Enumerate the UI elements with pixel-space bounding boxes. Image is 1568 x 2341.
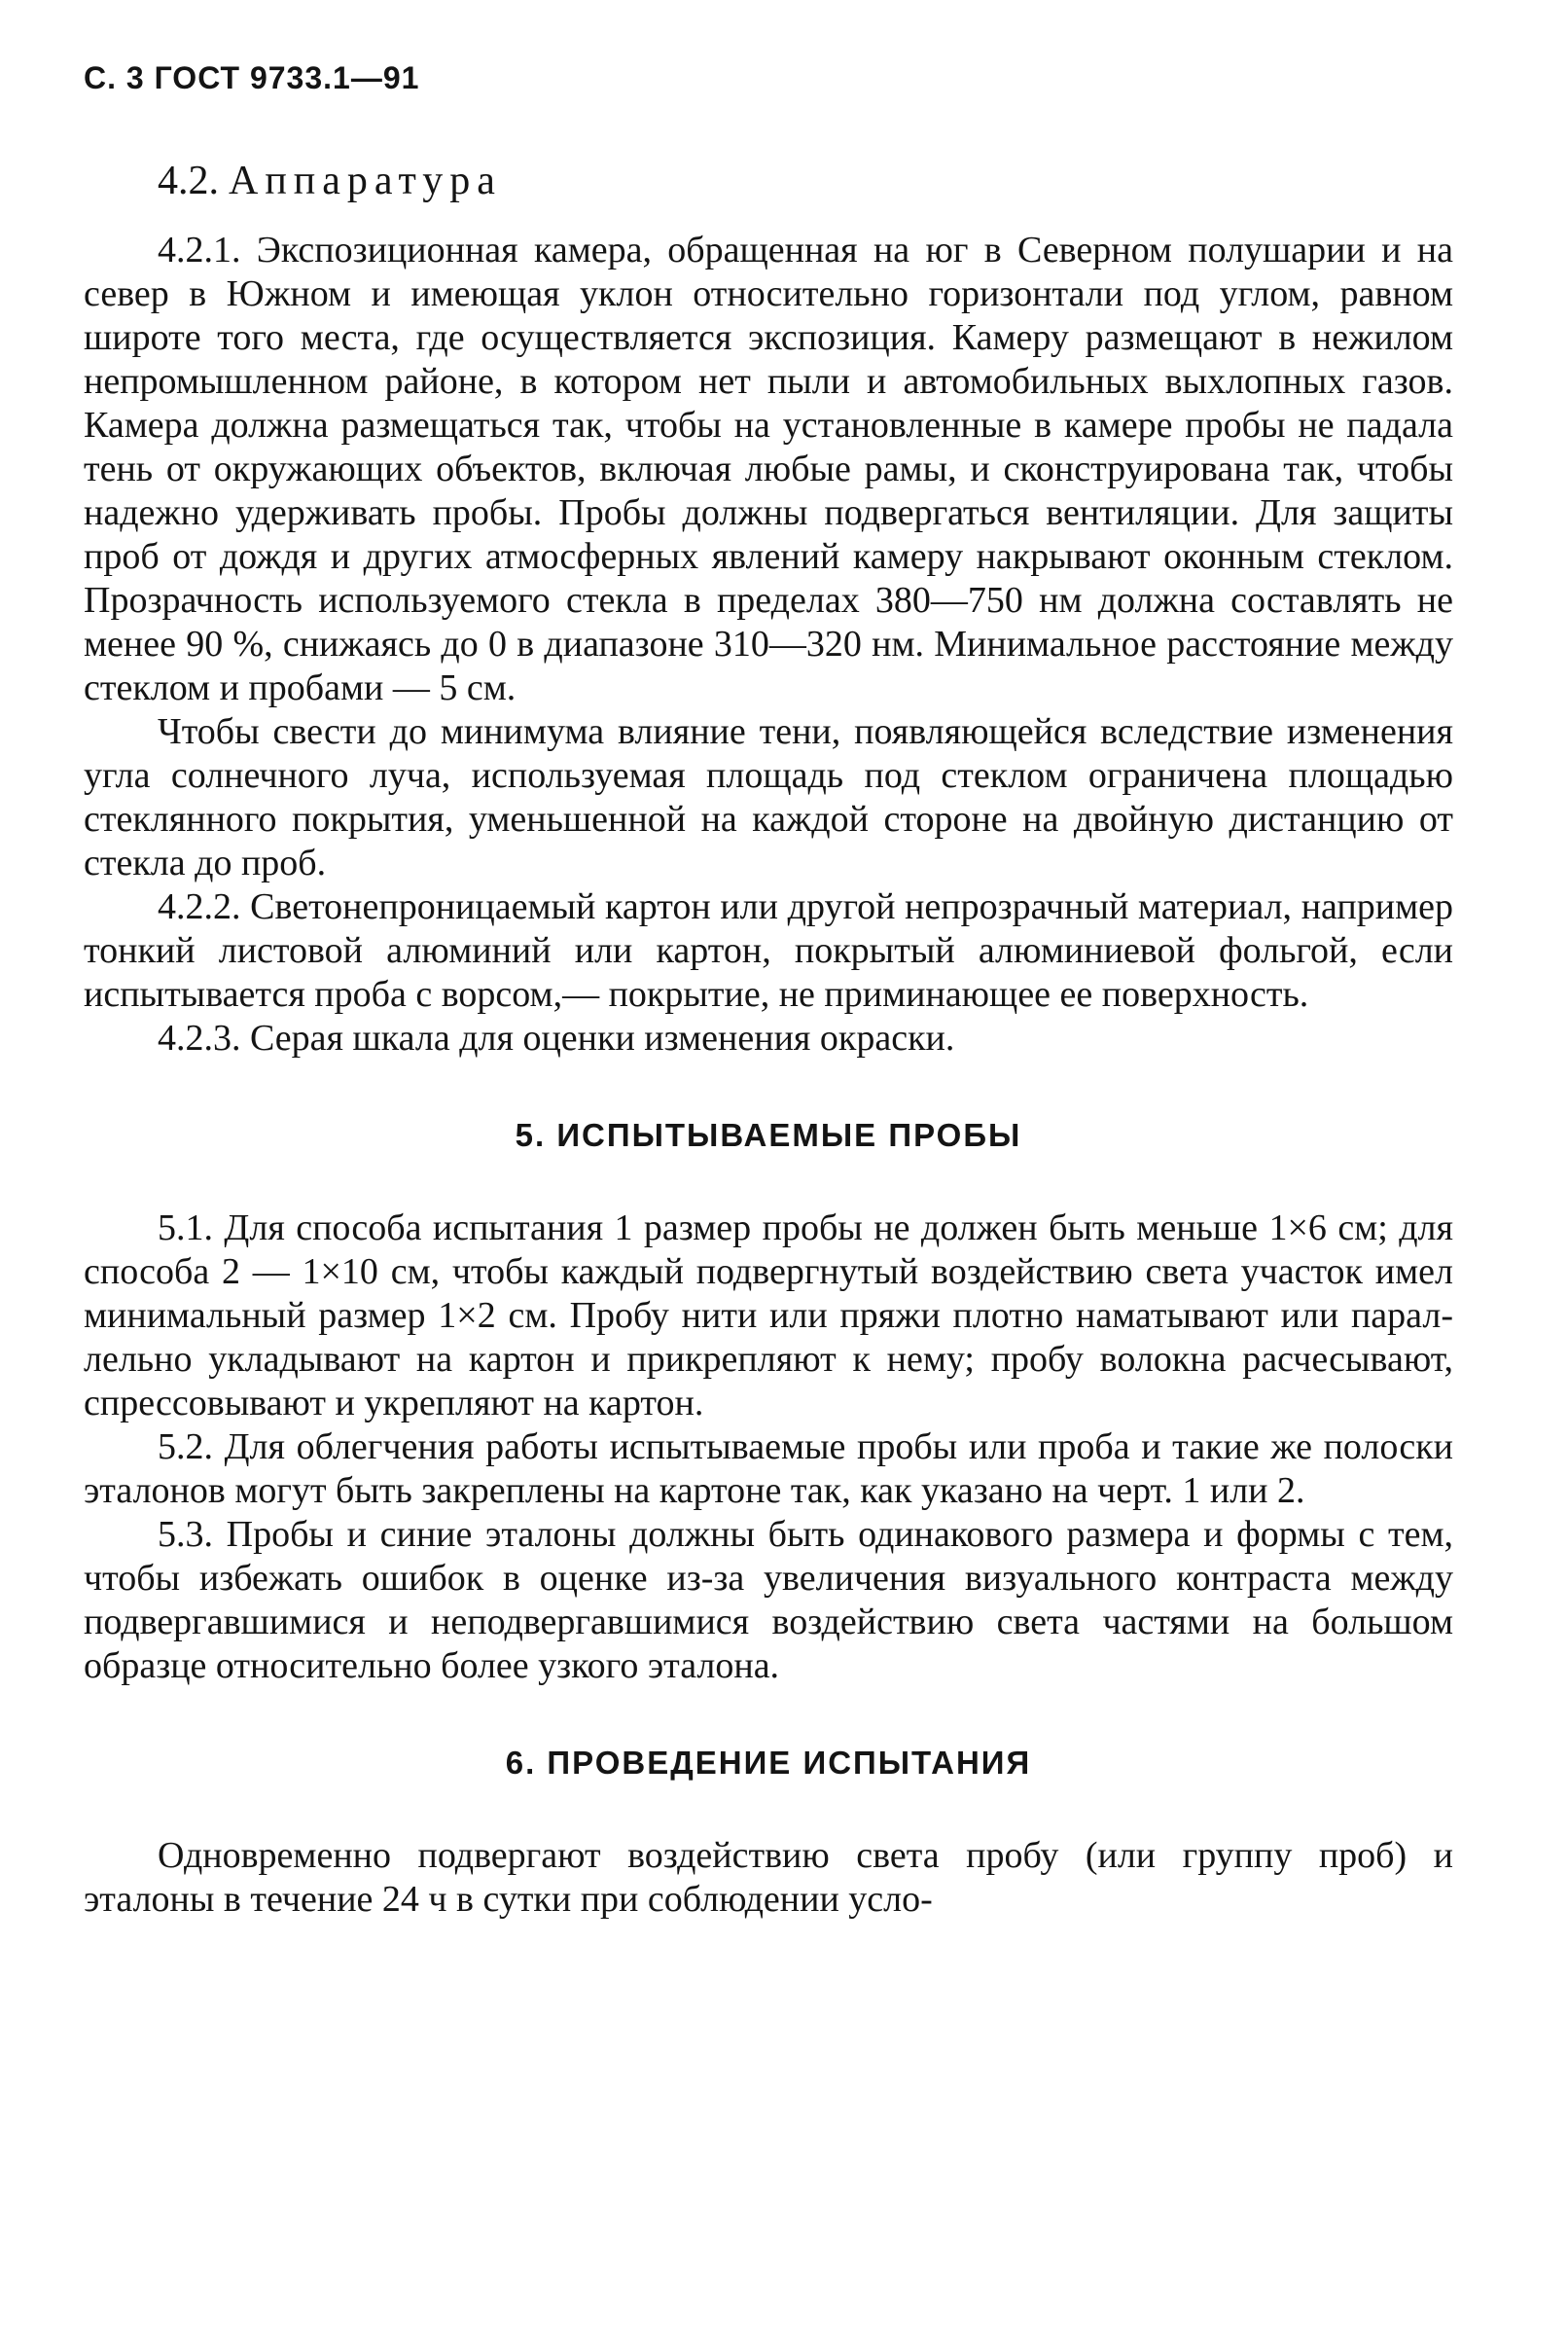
subsection-heading-4-2 [158,157,1453,205]
paragraph-4-2-1: 4.2.1. Экспозиционная камера, обращенная на юг в Северном полушарии и на север в Южном и имеющая уклон относительно горизонтали под углом, равном широте того места, где осуществляется экспозиция. Камеру размещают в нежилом непромышленном районе, в котором нет пыли и автомобильных выхлопных газов. Камера должна размещаться так, чтобы на установленные в камере пробы не падала тень от окружающих объектов, включая любые рамы, и сконструирована так, чтобы надежно удерживать пробы. Пробы должны подвергаться вентиляции. Для защиты проб от дождя и других атмосферных явлений камеру накрывают оконным стеклом. Прозрачность используемого стекла в пределах 380—750 нм должна составлять не менее 90 %, снижаясь до 0 в диапазоне 310—320 нм. Минимальное расстояние между стеклом и пробами — 5 см. [84,230,1453,709]
subsection-number: 4.2. [158,159,219,203]
running-head: С. 3 ГОСТ 9733.1—91 [84,60,420,95]
subsection-title: Аппаратура [229,159,502,203]
paragraph-4-2-2: 4.2.2. Светонепроницаемый картон или другой непрозрачный материал, например тонкий листовой алюминий или картон, покрытый алюминиевой фольгой, если испытывается проба с ворсом,— покрытие, не приминающее ее поверхность. [84,886,1453,1016]
paragraph-5-2: 5.2. Для облегчения работы испытываемые пробы или проба и такие же полоски эталонов могут быть закреплены на картоне так, как указано на черт. 1 или 2. [84,1426,1453,1512]
paragraph-5-3: 5.3. Пробы и синие эталоны должны быть одинакового размера и формы с тем, чтобы избежать ошибок в оценке из-за увеличения визуального контраста между подвергавшимися и неподвергавшимися воздействию света частями на большом образце относительно более узкого эталона. [84,1514,1453,1687]
paragraph-4-2-1-cont: Чтобы свести до минимума влияние тени, появляющейся вследствие изменения угла солнечного луча, используемая площадь под стеклом ограничена площадью стеклянного покрытия, уменьшенной на каждой стороне на двойную дистанцию от стекла до проб. [84,711,1453,884]
paragraph-6-intro: Одновременно подвергают воздействию света пробу (или группу проб) и эталоны в течение 24 ч в сутки при соблюдении усло- [84,1835,1453,1921]
paragraph-4-2-3: 4.2.3. Серая шкала для оценки изменения окраски. [158,1018,955,1060]
section-title-5: 5. ИСПЫТЫВАЕМЫЕ ПРОБЫ [515,1117,1022,1154]
section-title-6: 6. ПРОВЕДЕНИЕ ИСПЫТАНИЯ [505,1745,1032,1782]
paragraph-5-1: 5.1. Для способа испытания 1 размер пробы не должен быть меньше 1×6 см; для способа 2 — 1×10 см, чтобы каждый подвергнутый воздействию света участок имел минимальный размер 1×2 см. Пробу нити или пряжи плотно наматывают или параллельно укладывают на картон и прикрепляют к нему; пробу волокна расчесывают, спрессовывают и укрепляют на картон. [84,1207,1453,1424]
